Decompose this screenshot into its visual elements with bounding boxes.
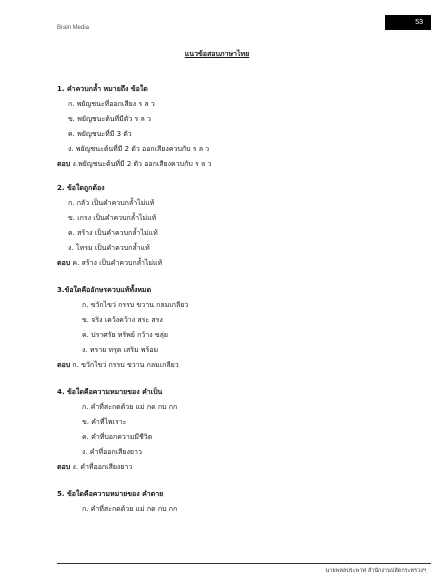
answer-label: ตอบ	[57, 259, 71, 267]
answer-text: ง. คำที่ออกเสียงยาว	[70, 463, 133, 471]
answer-label: ตอบ	[57, 463, 71, 471]
page-number: 53	[415, 19, 423, 26]
answer-label: ตอบ	[57, 361, 71, 369]
header-brand: Brain Media	[57, 25, 90, 31]
question-title: 3.ข้อใดคืออักษรควบแท้ทั้งหมด	[57, 286, 152, 294]
question-3	[57, 285, 397, 370]
option: ง. โทรม เป็นคำควบกล้ำแท้	[68, 244, 150, 252]
option: ก. คำที่สะกดด้วย แม่ กด กบ กก	[82, 403, 178, 411]
option: ค. คำที่บอกความมีชีวิต	[82, 433, 153, 441]
answer	[57, 258, 397, 268]
document-title: แนวข้อสอบภาษาไทย	[184, 50, 250, 58]
option: ก. พยัญชนะที่ออกเสียง ร ล ว	[68, 100, 155, 108]
content-body	[57, 84, 397, 519]
option: ข. จริง เคว้งคว้าง สระ สรง	[82, 316, 163, 324]
question-5	[57, 489, 397, 514]
option: ค. พยัญชนะที่มี 3 ตัว	[68, 130, 132, 138]
option: ค. ปราศรัย ทรัพย์ กว้าง ขลุ่ย	[82, 331, 169, 339]
option: ค. สร้าง เป็นคำควบกล้ำไม่แท้	[68, 229, 158, 237]
option: ข. เกรง เป็นคำควบกล้ำไม่แท้	[68, 214, 157, 222]
answer	[57, 360, 397, 370]
answer-text: ค. สร้าง เป็นคำควบกล้ำไม่แท้	[70, 259, 163, 267]
option: ง. พยัญชนะต้นที่มี 2 ตัว ออกเสียงควบกับ ร ล ว	[68, 145, 210, 153]
question-4	[57, 387, 397, 472]
question-title: 2. ข้อใดถูกต้อง	[57, 184, 105, 192]
option: ก. คำที่สะกดด้วย แม่ กด กบ กก	[82, 505, 178, 513]
question-title: 4. ข้อใดคือความหมายของ คำเป็น	[57, 388, 163, 396]
answer-label: ตอบ	[57, 160, 71, 168]
question-1	[57, 84, 397, 169]
footer-text: นายพหลประพาฬ สำนักงานปลัดกระทรวงฯ	[325, 568, 426, 574]
question-title: 5. ข้อใดคือความหมายของ คำตาย	[57, 490, 164, 498]
question-2	[57, 183, 397, 268]
answer-text: ง.พยัญชนะต้นที่มี 2 ตัว ออกเสียงควบกับ ร ล ว	[70, 160, 212, 168]
option: ข. คำที่ไพเราะ	[82, 418, 127, 426]
option: ก. กลัว เป็นคำควบกล้ำไม่แท้	[68, 199, 155, 207]
answer-text: ก. ขวักไขว่ กรรบ ขวาน กลมเกลียว	[70, 361, 179, 369]
option: ข. พยัญชนะต้นที่มีตัว ร ล ว	[68, 115, 151, 123]
option: ง. คำที่ออกเสียงยาว	[82, 448, 142, 456]
page-number-badge	[385, 15, 431, 30]
footer-divider	[57, 563, 431, 564]
option: ง. ทราย ทรุด เสริม พร้อม	[82, 346, 159, 354]
answer	[57, 159, 397, 169]
option: ก. ขวักไขว่ กรรบ ขวาน กลมเกลียว	[82, 301, 189, 309]
question-title: 1. คำควบกล้ำ หมายถึง ข้อใด	[57, 85, 148, 93]
answer	[57, 462, 397, 472]
